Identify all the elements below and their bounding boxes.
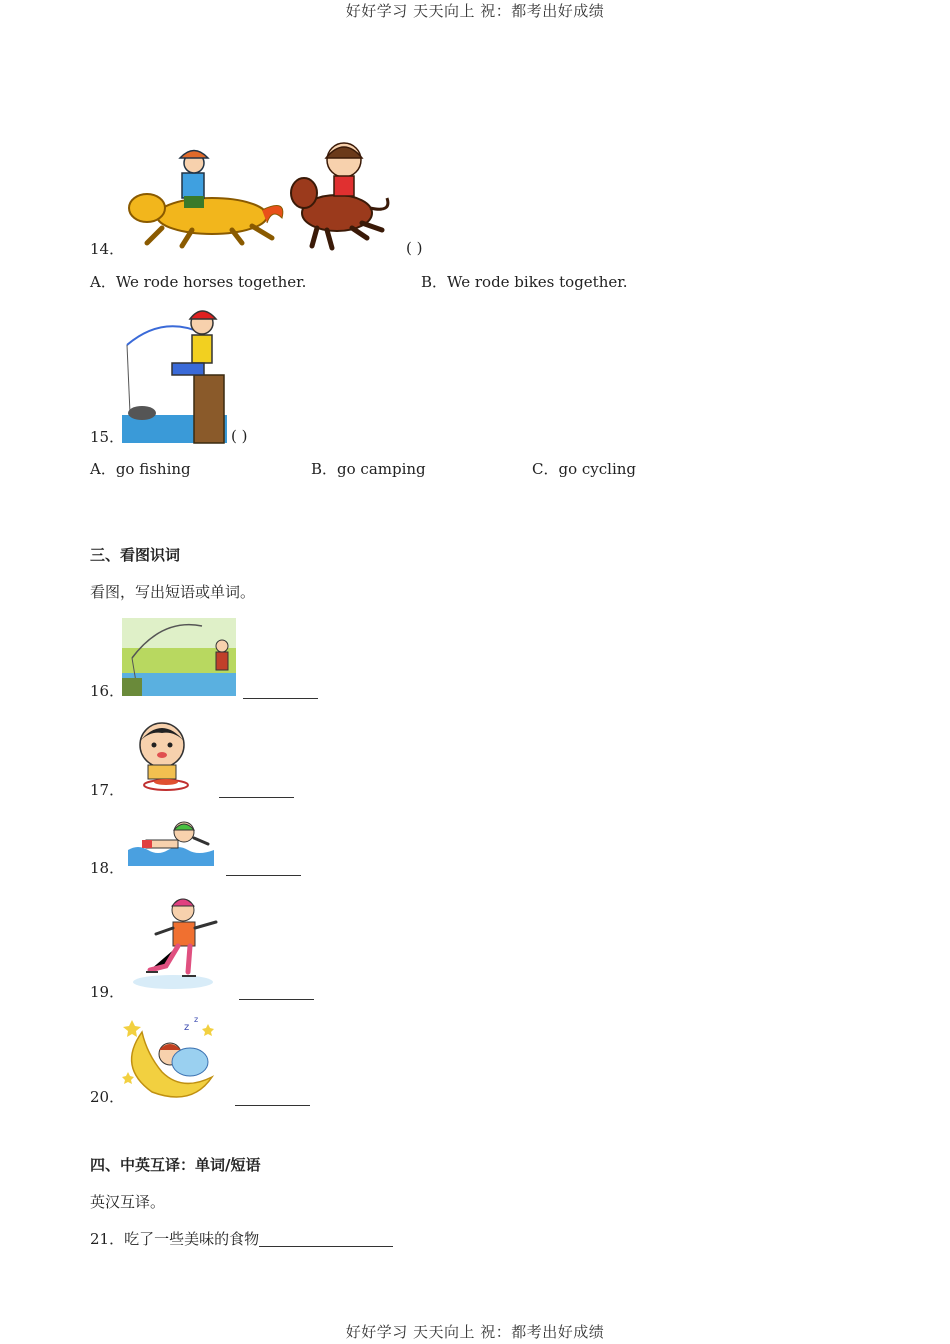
option-c: C．go cycling [532, 460, 637, 478]
svg-text:z: z [184, 1022, 190, 1033]
ice-skating-girl-illustration [128, 890, 228, 992]
answer-blank[interactable] [235, 1104, 310, 1106]
question-number: 17． [90, 781, 125, 799]
option-b: B．go camping [311, 460, 426, 478]
fishing-boy-illustration [122, 305, 227, 443]
section-instruction: 看图，写出短语或单词。 [90, 583, 256, 601]
section-title: 四、中英互译：单词/短语 [90, 1156, 261, 1174]
question-number: 21． [90, 1230, 125, 1248]
answer-blank[interactable] [243, 697, 318, 699]
answer-blank[interactable] [259, 1245, 393, 1247]
option-b: B．We rode bikes together. [421, 273, 628, 291]
svg-text:z: z [194, 1015, 199, 1024]
sleeping-child-illustration [122, 1012, 218, 1100]
section-instruction: 英汉互译。 [90, 1193, 166, 1211]
translation-question [90, 1228, 393, 1249]
page-footer: 好好学习 天天向上 祝：都考出好成绩 [345, 1323, 605, 1341]
eating-boy-illustration [122, 715, 202, 795]
answer-blank[interactable] [226, 874, 301, 876]
question-number: 15． [90, 428, 125, 446]
question-number: 18． [90, 859, 125, 877]
swimming-boy-illustration [128, 818, 214, 866]
option-a: A．go fishing [90, 460, 191, 478]
answer-parentheses: ( ) [406, 239, 423, 257]
question-number: 19． [90, 983, 125, 1001]
question-number: 20． [90, 1088, 125, 1106]
question-text: 吃了一些美味的食物 [124, 1230, 260, 1248]
question-number: 14． [90, 240, 125, 258]
section-title: 三、看图识词 [90, 546, 181, 564]
answer-parentheses: ( ) [231, 427, 248, 445]
answer-blank[interactable] [239, 998, 314, 1000]
answer-blank[interactable] [219, 796, 294, 798]
page-header: 好好学习 天天向上 祝：都考出好成绩 [345, 2, 605, 20]
option-a: A．We rode horses together. [90, 273, 307, 291]
question-number: 16． [90, 682, 125, 700]
fishing-scene-illustration [122, 618, 236, 696]
horse-riding-illustration [122, 138, 402, 253]
